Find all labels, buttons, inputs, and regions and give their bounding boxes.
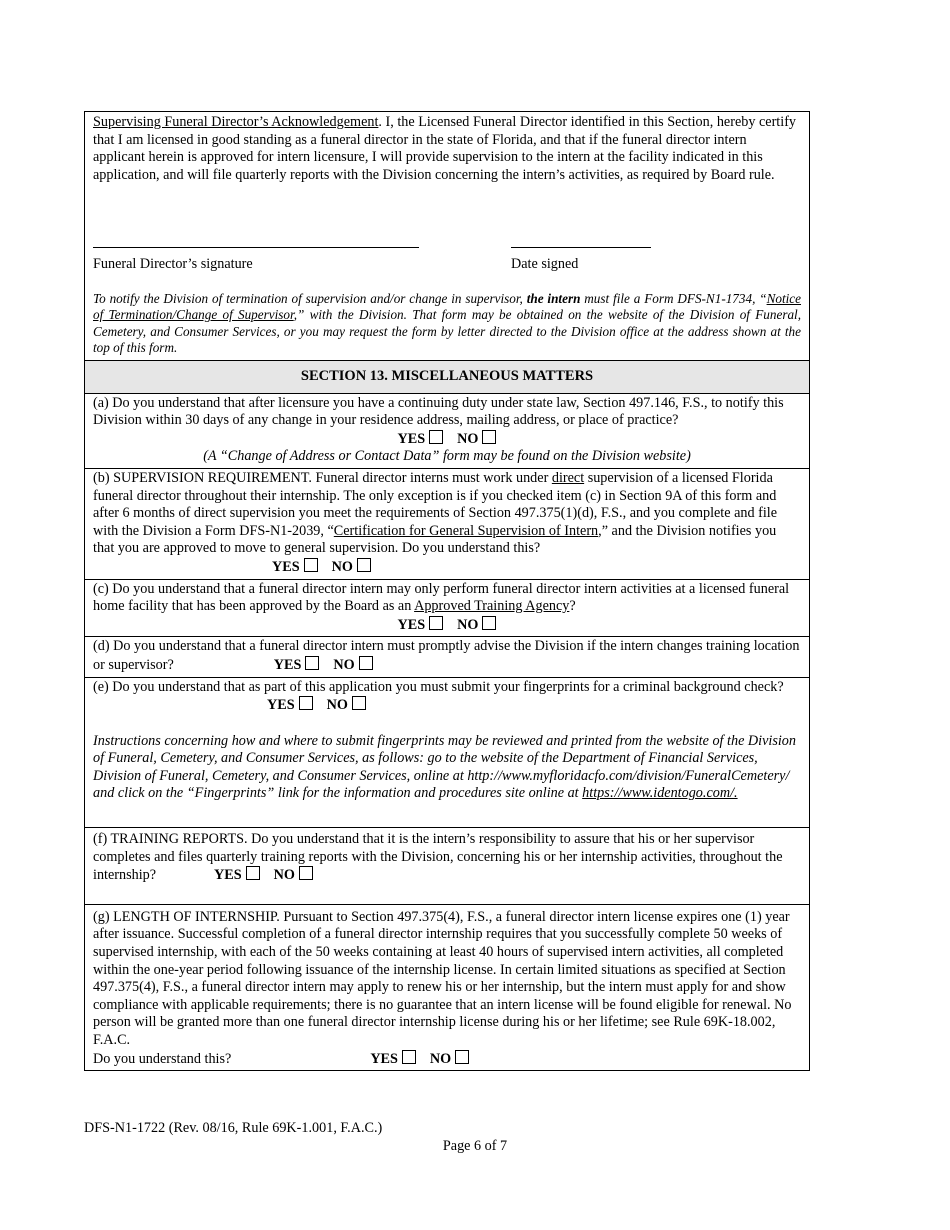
question-b-yes-no bbox=[272, 558, 371, 577]
question-f-text: (f) TRAINING REPORTS. Do you understand that it is the intern’s responsibility to assure that his or her supervisor completes and files quarterly training reports with the Division, concerning his or her internship activities, throughout the internship? bbox=[93, 831, 783, 884]
no-label: NO bbox=[273, 867, 295, 884]
question-c-no-checkbox[interactable] bbox=[482, 616, 496, 630]
yes-label: YES bbox=[397, 430, 426, 447]
no-label: NO bbox=[429, 1050, 452, 1067]
yes-label: YES bbox=[214, 867, 242, 884]
fingerprint-instructions bbox=[93, 733, 801, 803]
question-g-yes-checkbox[interactable] bbox=[402, 1050, 416, 1064]
question-c-text-1: (c) Do you understand that a funeral director intern may only perform funeral director intern activities at a licensed funeral home facility that has been approved by the Board as an bbox=[93, 580, 790, 615]
no-label: NO bbox=[333, 656, 355, 673]
question-a-yes-checkbox[interactable] bbox=[429, 430, 443, 444]
yes-label: YES bbox=[370, 1050, 398, 1067]
question-e-text: (e) Do you understand that as part of this application you must submit your fingerprints for a criminal background check? bbox=[93, 678, 784, 695]
no-label: NO bbox=[457, 616, 479, 633]
question-b-form-link[interactable]: Certification for General Supervision of Intern bbox=[333, 522, 599, 539]
question-a bbox=[85, 393, 809, 468]
fingerprint-instructions-text: Instructions concerning how and where to submit fingerprints may be reviewed and printed from the website of the Division of Funeral, Cemetery, and Consumer Services, as follows: go to the website of the Department of Financial Services, Division of Funeral, Cemetery, and Consumer Services, online at http://www.myfloridacfo.com/division/FuneralCemetery/ and click on the “Fingerprints” link for the information and procedures site online at bbox=[93, 732, 796, 802]
no-label: NO bbox=[457, 430, 479, 447]
question-f-yes-no bbox=[214, 866, 313, 885]
question-c-yes-no bbox=[398, 616, 497, 635]
question-a-yes-no bbox=[398, 430, 497, 449]
notice-text-1: To notify the Division of termination of supervision and/or change in supervisor, bbox=[93, 291, 527, 306]
section-13-header: SECTION 13. MISCELLANEOUS MATTERS bbox=[85, 360, 809, 393]
no-label: NO bbox=[326, 697, 348, 714]
yes-label: YES bbox=[273, 656, 302, 673]
question-e-yes-checkbox[interactable] bbox=[299, 696, 313, 710]
question-c bbox=[85, 579, 809, 637]
question-g-question: Do you understand this? bbox=[93, 1050, 232, 1067]
question-b-direct: direct bbox=[551, 469, 585, 486]
form-id: DFS-N1-1722 (Rev. 08/16, Rule 69K-1.001, F.A.C.) bbox=[84, 1120, 383, 1136]
yes-label: YES bbox=[397, 616, 426, 633]
question-d-text: (d) Do you understand that a funeral director intern must promptly advise the Division if the intern changes training location or supervisor? bbox=[93, 638, 800, 673]
question-g-yes-no bbox=[370, 1050, 469, 1069]
question-g-no-checkbox[interactable] bbox=[455, 1050, 469, 1064]
question-f bbox=[85, 827, 809, 904]
acknowledgement-block bbox=[85, 112, 809, 360]
question-c-training-agency: Approved Training Agency bbox=[414, 598, 570, 615]
date-label: Date signed bbox=[511, 256, 579, 272]
question-a-note: (A “Change of Address or Contact Data” form may be found on the Division website) bbox=[203, 448, 691, 465]
question-b bbox=[85, 468, 809, 579]
question-g-answer bbox=[93, 1050, 801, 1069]
page-number: Page 6 of 7 bbox=[442, 1138, 508, 1154]
question-f-yes-checkbox[interactable] bbox=[246, 866, 260, 880]
question-a-answer bbox=[93, 430, 801, 449]
question-b-yes-checkbox[interactable] bbox=[304, 558, 318, 572]
question-c-answer bbox=[93, 616, 801, 635]
question-d bbox=[85, 636, 809, 676]
question-g bbox=[85, 904, 809, 1070]
form-section bbox=[84, 111, 810, 1071]
question-b-no-checkbox[interactable] bbox=[357, 558, 371, 572]
signature-line[interactable] bbox=[93, 247, 419, 248]
question-a-text: (a) Do you understand that after licensure you have a continuing duty under state law, Section 497.146, F.S., to notify this Division within 30 days of any change in your residence address, mailing address, or place of practice? bbox=[93, 394, 784, 429]
question-b-text-1: (b) SUPERVISION REQUIREMENT. Funeral director interns must work under bbox=[93, 469, 552, 486]
date-line[interactable] bbox=[511, 247, 651, 248]
notice-form-link[interactable]: Notice of Termination/Change of Supervisor bbox=[93, 291, 802, 323]
yes-label: YES bbox=[272, 558, 300, 575]
question-c-yes-checkbox[interactable] bbox=[429, 616, 443, 630]
question-g-text: (g) LENGTH OF INTERNSHIP. Pursuant to Section 497.375(4), F.S., a funeral director intern license expires one (1) year after issuance. Successful completion of a funeral director internship requires that you successfully complete 50 weeks of supervised internship, with each of the 50 weeks containing at least 40 hours of supervised intern activities, all completed within the one-year period following issuance of the internship license. In certain limited situations as specified at Section 497.375(4), F.S., a funeral director intern may apply to renew his or her internship, but the intern must apply for and show compliance with applicable requirements; there is no guarantee that an intern license will be found eligible for renewal. No person will be granted more than one funeral director internship license during his or her lifetime; see Rule 69K-18.002, F.A.C. bbox=[93, 908, 792, 1048]
question-d-yes-no bbox=[274, 656, 373, 675]
notice-bold: the intern bbox=[526, 291, 581, 306]
notice-text-3: ,” with the Division. That form may be obtained on the website of the Division of Funeral, Cemetery, and Consumer Services, or you may request the form by letter directed to the Division office at the address shown at the top of this form. bbox=[93, 307, 801, 356]
question-c-text-2: ? bbox=[569, 598, 576, 615]
no-label: NO bbox=[331, 558, 353, 575]
supervisor-change-notice bbox=[93, 291, 801, 357]
question-b-text-2: supervision of a licensed Florida funeral director throughout their internship. The only exception is if you checked item (c) in Section 9A of this form and after 6 months of direct supervision you meet the requirements of Section 497.375(1)(d), F.S., and you complete and file with the Division a Form DFS-N1-2039, “ bbox=[93, 469, 778, 539]
acknowledgement-text bbox=[93, 114, 801, 184]
identogo-link[interactable]: https://www.identogo.com/. bbox=[582, 785, 738, 802]
question-d-yes-checkbox[interactable] bbox=[305, 656, 319, 670]
question-a-no-checkbox[interactable] bbox=[482, 430, 496, 444]
notice-text-2: must file a Form DFS-N1-1734, “ bbox=[580, 291, 767, 306]
question-f-no-checkbox[interactable] bbox=[299, 866, 313, 880]
question-e bbox=[85, 677, 809, 828]
question-e-no-checkbox[interactable] bbox=[352, 696, 366, 710]
question-e-yes-no bbox=[267, 696, 366, 715]
question-d-no-checkbox[interactable] bbox=[359, 656, 373, 670]
yes-label: YES bbox=[267, 697, 295, 714]
acknowledgement-body: . I, the Licensed Funeral Director identified in this Section, hereby certify that I am licensed in good standing as a funeral director in the state of Florida, and that if the funeral director intern applicant herein is approved for intern licensure, I will provide supervision to the intern at the facility indicated in this application, and will file quarterly reports with the Division concerning the intern’s activities, as required by Board rule. bbox=[93, 114, 797, 183]
question-b-text-3: ,” and the Division notifies you that you are approved to move to general supervision. Do you understand this? bbox=[93, 522, 777, 557]
signature-label: Funeral Director’s signature bbox=[93, 256, 253, 272]
acknowledgement-title: Supervising Funeral Director’s Acknowledgement bbox=[93, 114, 379, 130]
